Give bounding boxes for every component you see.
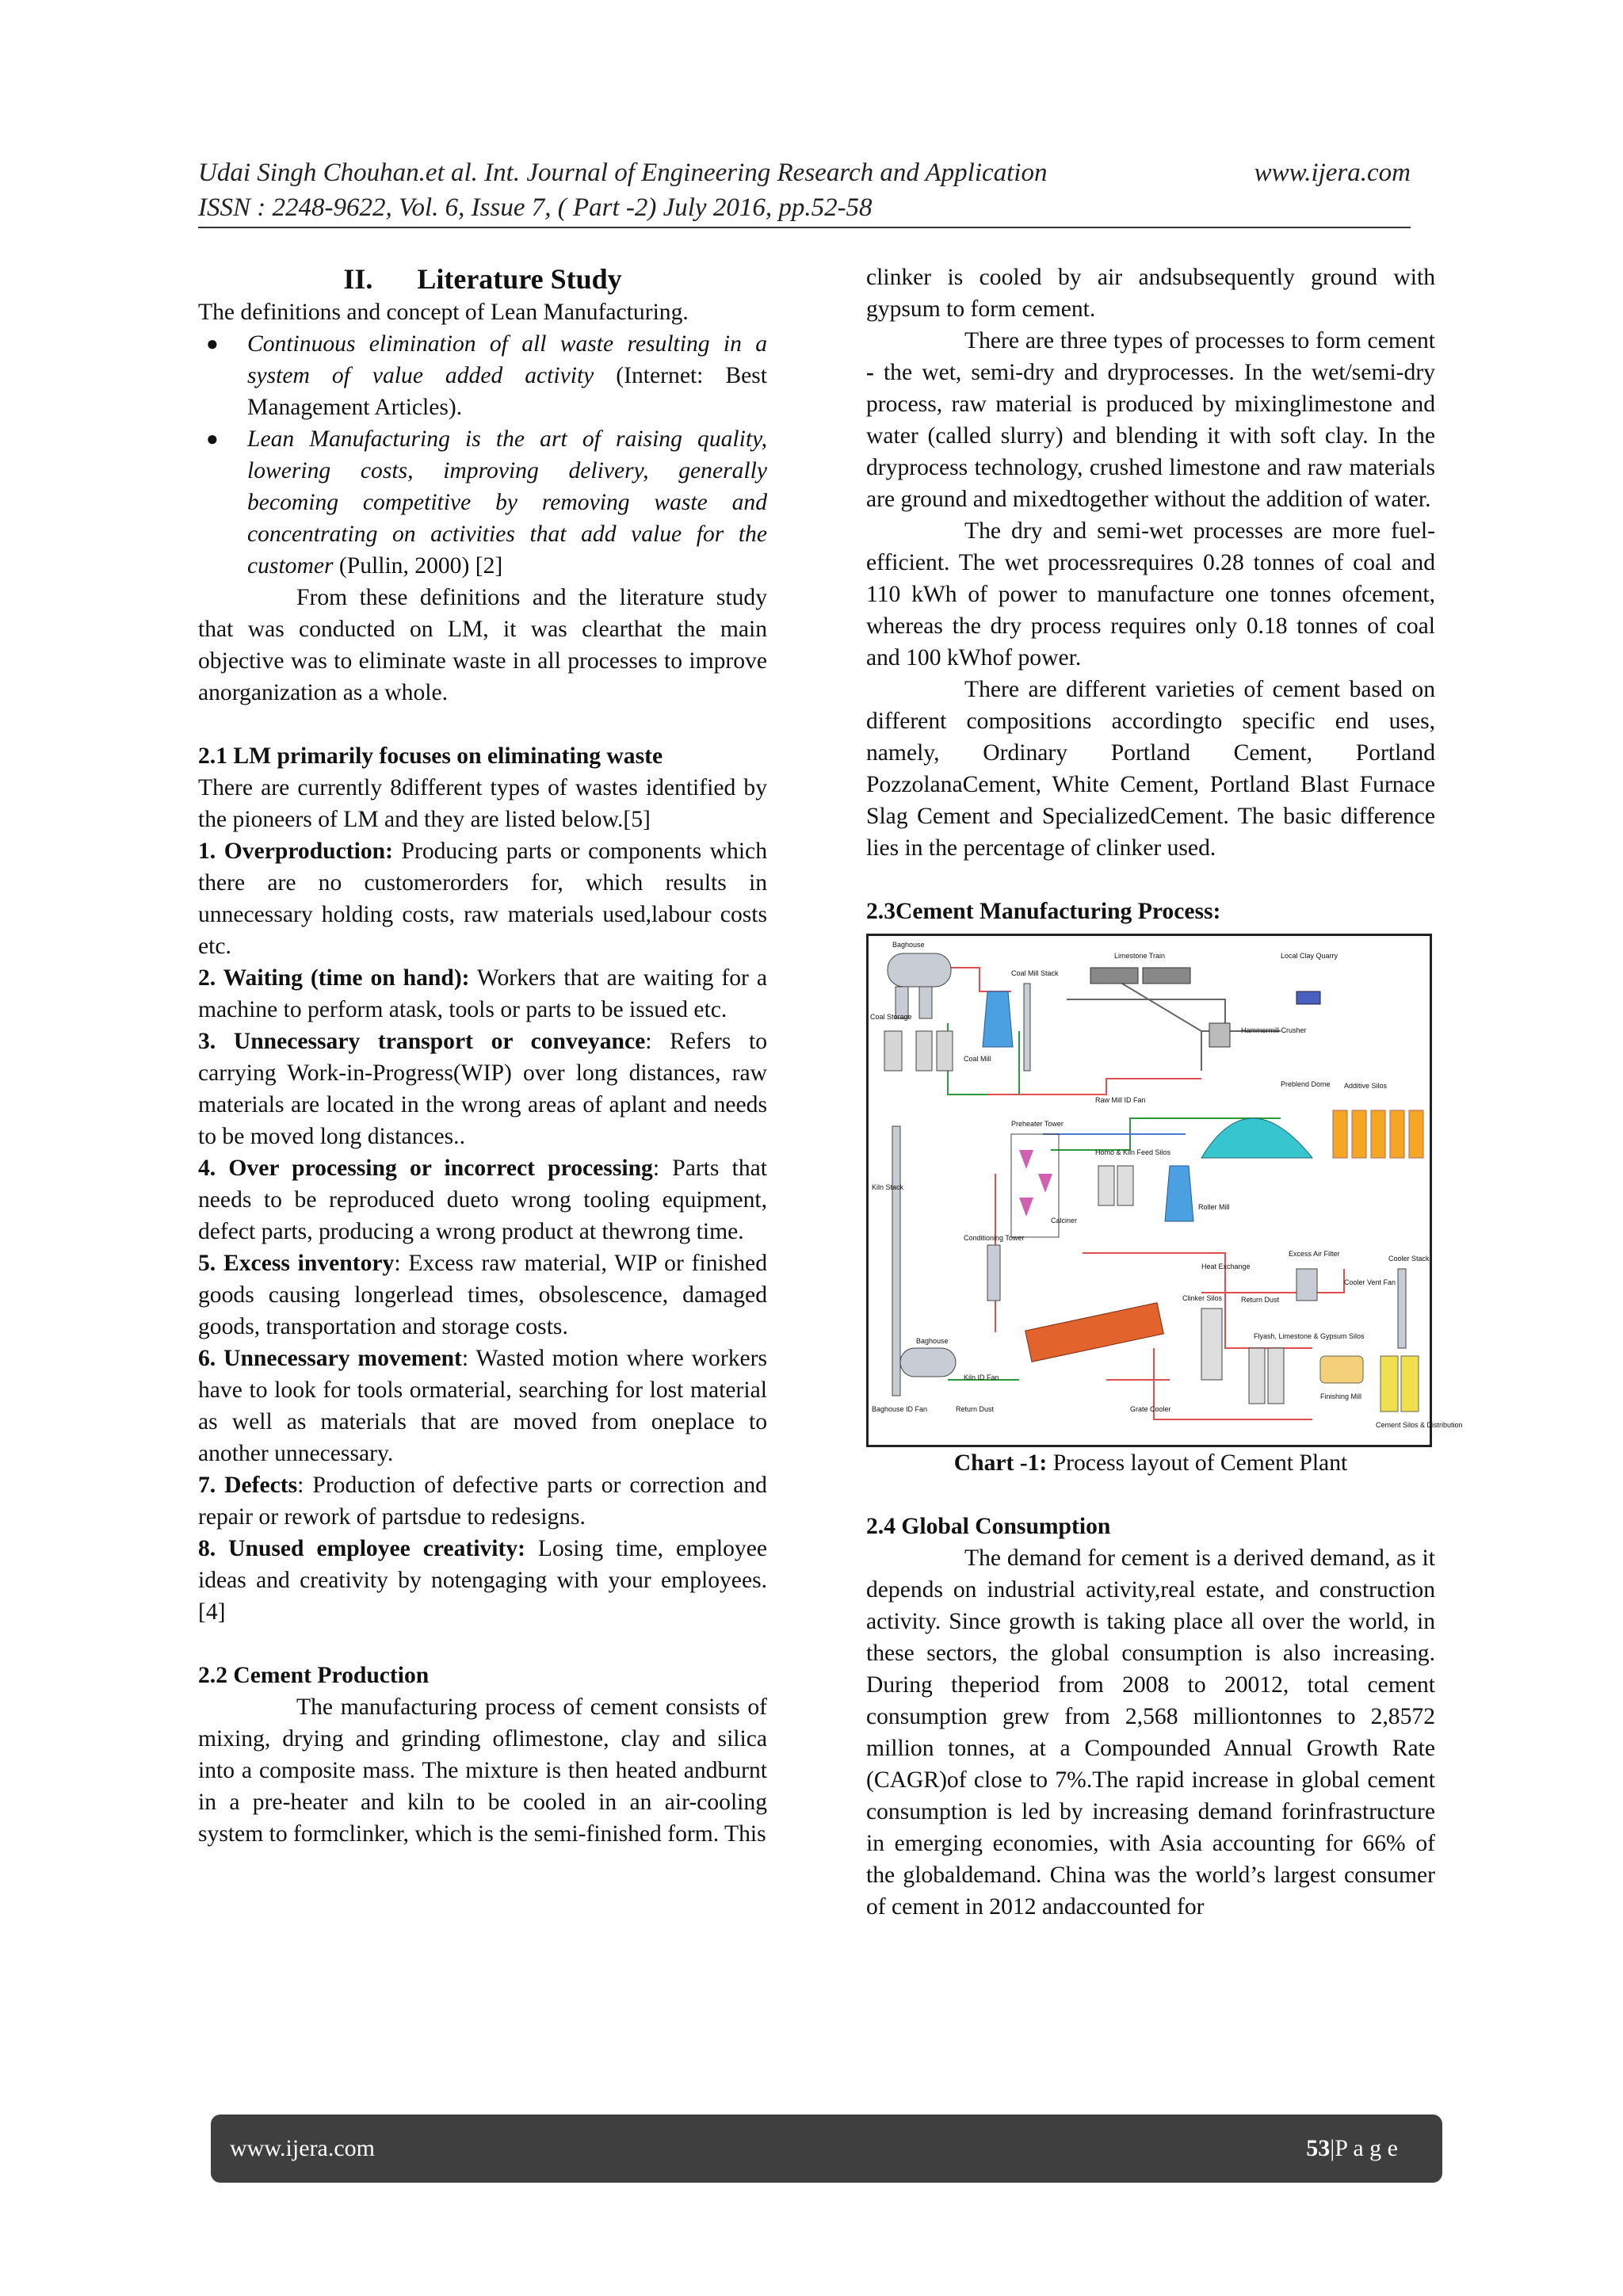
figure-label: Return Dust — [1241, 1296, 1280, 1304]
waste-item: 1. Overproduction: Producing parts or components which there are no customerorders for, which results in unnecessary holding costs, raw materials used,labour costs etc. — [198, 839, 767, 959]
figure-label: Coal Mill — [964, 1055, 991, 1063]
figure-label: Baghouse ID Fan — [872, 1405, 928, 1413]
cement-plant-diagram — [866, 934, 1463, 1447]
subsection-heading-2-2: 2.2 Cement Production — [198, 1663, 430, 1688]
figure-label: Baghouse — [892, 941, 925, 949]
definitions-summary: From these definitions and the literature study that was conducted on LM, it was clearthat the main objective was to eliminate waste in all processes to improve anorganization as a whole. — [198, 585, 767, 705]
definition-quote: Lean Manufacturing is the art of raising quality, lowering costs, improving delivery, generally becoming competitive by removing waste and concentrating on activities that add value for the customer — [247, 426, 767, 579]
global-consumption-paragraph: The demand for cement is a derived demand, as it depends on industrial activity,real estate, and construction activity. Since growth is taking place all over the world, in these sectors, the global consumption is also increasing. During theperiod from 2008 to 20012, total cement consumption grew from 2,568 milliontonnes to 2,8572 million tonnes, at a Compounded Annual Growth Rate (CAGR)of close to 7%.The rapid increase in global cement consumption is led by increasing demand forinfrastructure in emerging economies, with Asia accounting for 66% of the globaldemand. China was the world’s largest consumer of cement in 2012 andaccounted for — [866, 1545, 1435, 1920]
left-column — [198, 262, 767, 1850]
subsection-heading-2-1: 2.1 LM primarily focuses on eliminating waste — [198, 743, 663, 769]
definition-source: (Internet: Best Management Articles). — [247, 363, 767, 420]
waste-item: 6. Unnecessary movement: Wasted motion where workers have to look for tools ormaterial, searching for lost material as well as materials that are moved from oneplace to another unnecessary. — [198, 1346, 768, 1466]
section-title: Literature Study — [417, 263, 622, 295]
figure-label: Coal Mill Stack — [1011, 969, 1059, 977]
figure-label: Return Dust — [956, 1405, 995, 1413]
figure-label: Limestone Train — [1114, 952, 1166, 960]
header-issn: ISSN : 2248-9622, Vol. 6, Issue 7, ( Part -2) July 2016, pp.52-58 — [198, 193, 873, 222]
fuel-efficiency-paragraph: The dry and semi-wet processes are more fuel-efficient. The wet processrequires 0.28 tonnes of coal and 110 kWh of power to manufacture one tonnes ofcement, whereas the dry process requires only 0.18 tonnes of coal and 100 kWhof power. — [866, 518, 1435, 670]
figure-label: Raw Mill ID Fan — [1095, 1096, 1146, 1104]
figure-label: Preheater Tower — [1011, 1120, 1064, 1128]
right-column — [866, 262, 1463, 1923]
waste-item: 8. Unused employee creativity: Losing time, employee ideas and creativity by notengaging with your employees. [4] — [198, 1536, 767, 1625]
definition-source: (Pullin, 2000) [2] — [333, 553, 503, 579]
page-footer — [211, 2115, 1442, 2183]
figure-label: Cooler Vent Fan — [1344, 1278, 1396, 1286]
process-types-paragraph: There are three types of processes to form cement - the wet, semi-dry and dryprocesses. In the wet/semi-dry process, raw material is produced by mixinglimestone and water (called slurry) and blending it with soft clay. In the dryprocess technology, crushed limestone and raw materials are ground and mixedtogether without the addition of water. — [866, 328, 1435, 512]
figure-label: Conditioning Tower — [964, 1234, 1025, 1242]
bullet-icon: ● — [206, 332, 219, 355]
definition-item — [198, 328, 767, 423]
waste-item: 5. Excess inventory: Excess raw material, WIP or finished goods causing longerlead times, obsolescence, damaged goods, transportation and storage costs. — [198, 1251, 767, 1339]
figure-caption: Chart -1: Process layout of Cement Plant — [953, 1450, 1348, 1476]
wastes-intro: There are currently 8different types of wastes identified by the pioneers of LM and they are listed below.[5] — [198, 775, 767, 832]
figure-label: Heat Exchange — [1201, 1263, 1251, 1270]
header-website[interactable]: www.ijera.com — [1254, 159, 1411, 187]
figure-label: Flyash, Limestone & Gypsum Silos — [1254, 1332, 1365, 1340]
cement-varieties-paragraph: There are different varieties of cement based on different compositions accordingto specific end uses, namely, Ordinary Portland Cement, Portland PozzolanaCement, White Cement, Portland Blast Furnace Slag Cement and SpecializedCement. The basic difference lies in the percentage of clinker used. — [866, 677, 1435, 861]
footer-website[interactable]: www.ijera.com — [230, 2135, 375, 2161]
section-heading — [198, 262, 767, 296]
figure-label: Additive Silos — [1344, 1082, 1388, 1090]
figure-label: Clinker Silos — [1182, 1294, 1223, 1302]
bullet-icon: ● — [206, 427, 219, 450]
section-number: II. — [343, 263, 373, 295]
figure-label: Cooler Stack — [1388, 1255, 1430, 1263]
subsection-heading-2-3: 2.3Cement Manufacturing Process: — [866, 899, 1221, 924]
waste-item: 7. Defects: Production of defective parts or correction and repair or rework of partsdue to redesigns. — [198, 1473, 767, 1530]
figure-label: Excess Air Filter — [1289, 1250, 1340, 1258]
cement-production-paragraph: The manufacturing process of cement consists of mixing, drying and grinding oflimestone, clay and silica into a composite mass. The mixture is then heated andburnt in a pre-heater and kiln to be cooled in an air-cooling system to formclinker, which is the semi-finished form. This — [198, 1694, 767, 1847]
intro-paragraph: The definitions and concept of Lean Manufacturing. — [198, 300, 689, 325]
running-header — [198, 155, 1411, 225]
figure-label: Roller Mill — [1198, 1203, 1230, 1211]
definition-list — [198, 328, 767, 582]
figure-label: Calciner — [1051, 1217, 1078, 1224]
definition-item — [198, 423, 767, 582]
page-number: 53|P a g e — [1306, 2135, 1398, 2161]
definition-quote: Continuous elimination of all waste resulting in a system of value added activity — [247, 331, 767, 388]
figure-label: Hammermill Crusher — [1241, 1026, 1307, 1034]
waste-item: 2. Waiting (time on hand): Workers that are waiting for a machine to perform atask, tools or parts to be issued etc. — [198, 965, 767, 1022]
process-layout-illustration — [869, 936, 1463, 1445]
figure-label: Baghouse — [916, 1337, 949, 1345]
figure-label: Kiln Stack — [872, 1183, 904, 1191]
header-rule — [198, 227, 1411, 228]
figure-label: Coal Storage — [870, 1013, 912, 1021]
header-citation: Udai Singh Chouhan.et al. Int. Journal of Engineering Research and Application — [198, 159, 1048, 187]
continuation-paragraph: clinker is cooled by air andsubsequently ground with gypsum to form cement. — [866, 265, 1435, 322]
figure-label: Cement Silos & Distribution — [1376, 1421, 1463, 1429]
figure-label: Preblend Dome — [1281, 1080, 1331, 1088]
waste-item: 3. Unnecessary transport or conveyance: Refers to carrying Work-in-Progress(WIP) over long distances, raw materials are located in the wrong areas of aplant and needs to be moved long distances.. — [198, 1029, 767, 1149]
figure-label: Kiln ID Fan — [964, 1373, 999, 1381]
figure-label: Homo & Kiln Feed Silos — [1095, 1148, 1171, 1156]
subsection-heading-2-4: 2.4 Global Consumption — [866, 1514, 1111, 1539]
figure-label: Local Clay Quarry — [1281, 952, 1338, 960]
figure-label: Finishing Mill — [1320, 1392, 1362, 1400]
figure-label: Grate Cooler — [1130, 1405, 1171, 1413]
waste-item: 4. Over processing or incorrect processing: Parts that needs to be reproduced dueto wrong tooling equipment, defect parts, producing a wrong product at thewrong time. — [198, 1156, 767, 1244]
